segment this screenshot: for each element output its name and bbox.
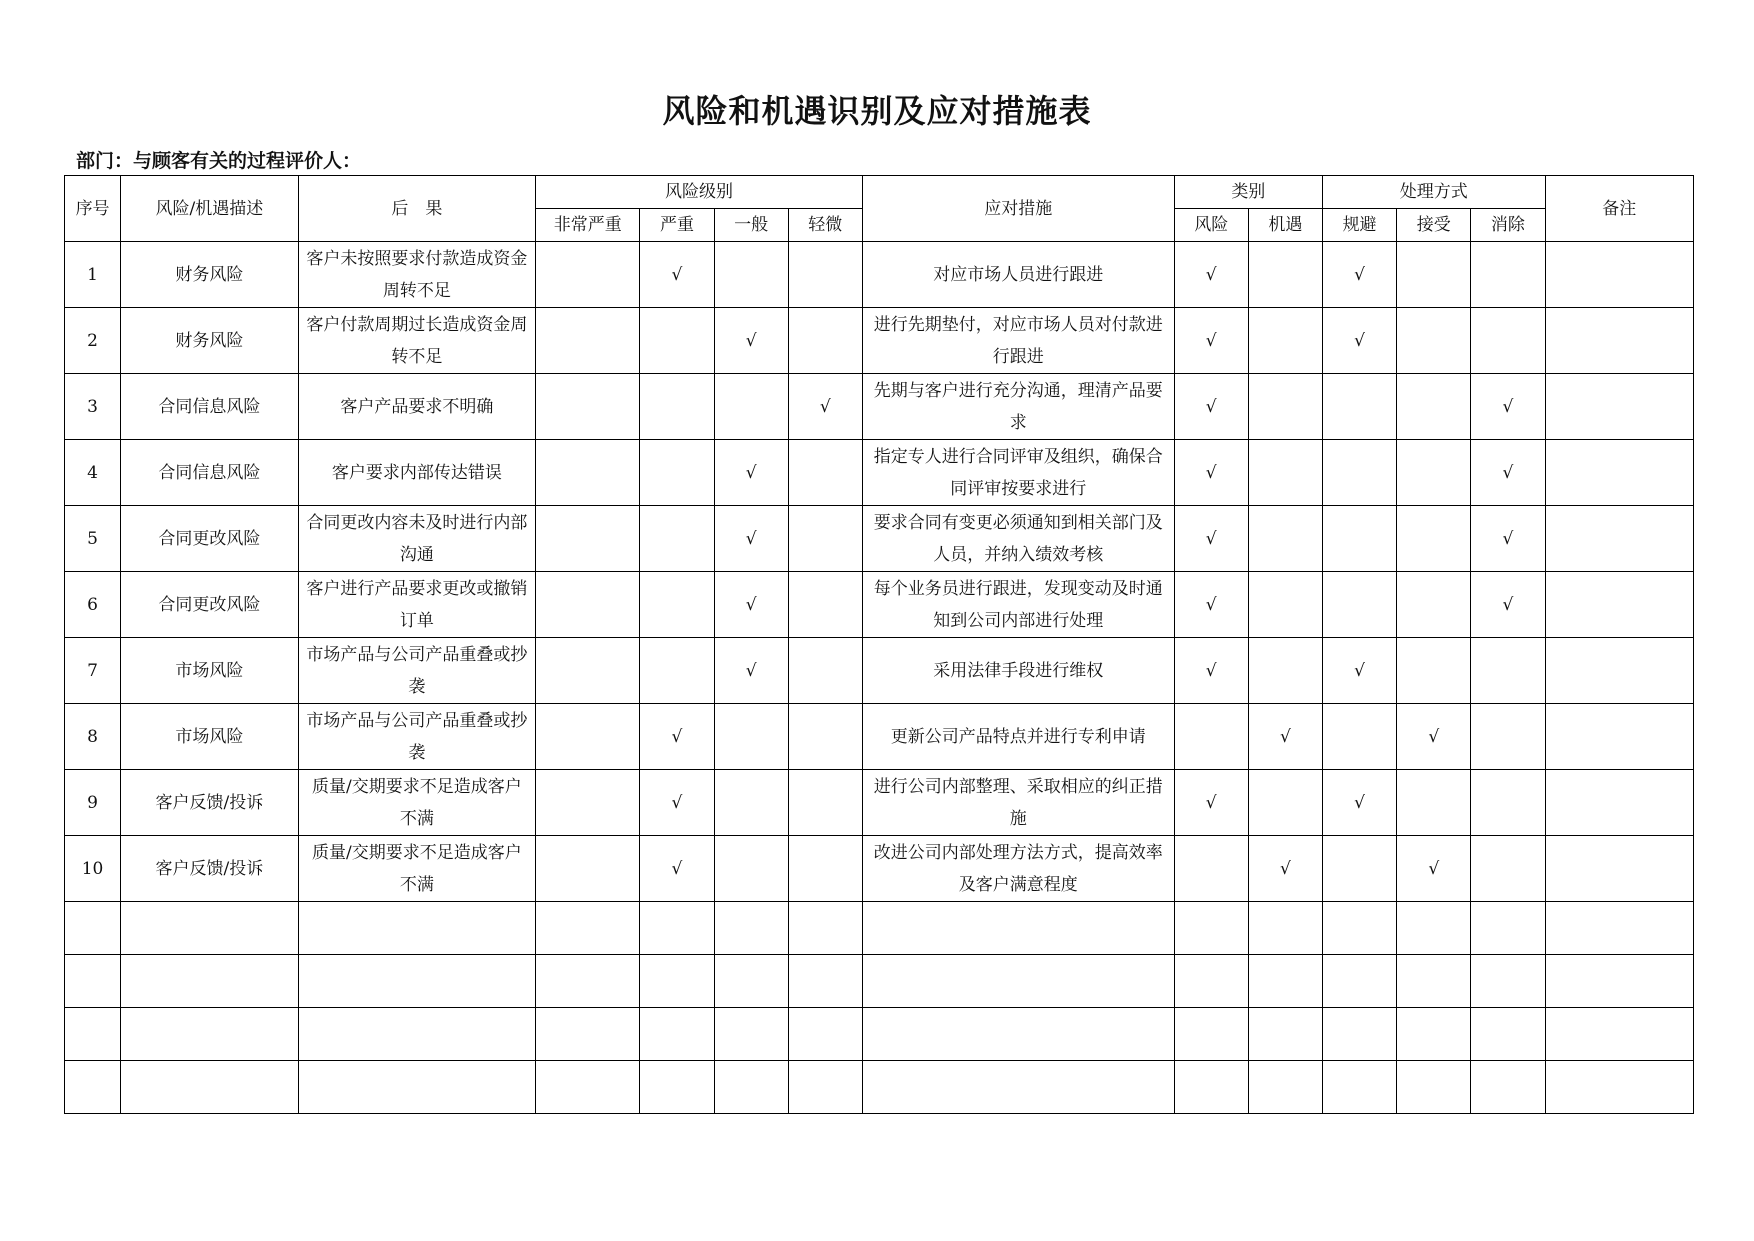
empty-cell	[788, 1061, 862, 1114]
row-measure: 更新公司产品特点并进行专利申请	[862, 704, 1174, 770]
empty-cell	[1471, 902, 1545, 955]
level-check-cell	[536, 242, 640, 308]
handling-check-cell	[1397, 572, 1471, 638]
header-handling-accept: 接受	[1397, 209, 1471, 242]
row-desc: 客户反馈/投诉	[121, 836, 298, 902]
level-check-cell	[640, 440, 714, 506]
level-check-cell	[536, 308, 640, 374]
level-check-cell: √	[640, 704, 714, 770]
handling-check-cell	[1397, 308, 1471, 374]
header-category-opportunity: 机遇	[1248, 209, 1322, 242]
level-check-cell: √	[714, 506, 788, 572]
header-category-risk: 风险	[1174, 209, 1248, 242]
category-check-cell	[1174, 836, 1248, 902]
category-check-cell	[1248, 374, 1322, 440]
empty-cell	[1545, 902, 1694, 955]
empty-cell	[1397, 955, 1471, 1008]
header-level-minor: 轻微	[788, 209, 862, 242]
handling-check-cell	[1471, 308, 1545, 374]
empty-cell	[1471, 1008, 1545, 1061]
category-check-cell: √	[1174, 506, 1248, 572]
row-remark	[1545, 374, 1694, 440]
empty-cell	[788, 902, 862, 955]
row-desc: 合同更改风险	[121, 506, 298, 572]
empty-cell	[714, 1008, 788, 1061]
level-check-cell	[788, 440, 862, 506]
empty-cell	[1545, 1008, 1694, 1061]
row-measure: 每个业务员进行跟进，发现变动及时通知到公司内部进行处理	[862, 572, 1174, 638]
empty-cell	[1471, 1061, 1545, 1114]
empty-cell	[65, 902, 121, 955]
row-seq: 7	[65, 638, 121, 704]
level-check-cell	[788, 638, 862, 704]
header-seq: 序号	[65, 176, 121, 242]
category-check-cell	[1248, 506, 1322, 572]
row-consequence: 客户未按照要求付款造成资金周转不足	[298, 242, 536, 308]
empty-cell	[298, 1061, 536, 1114]
empty-cell	[298, 1008, 536, 1061]
header-row-1	[65, 176, 1694, 209]
handling-check-cell	[1397, 506, 1471, 572]
empty-cell	[862, 1008, 1174, 1061]
row-remark	[1545, 242, 1694, 308]
empty-cell	[1397, 1061, 1471, 1114]
row-desc: 市场风险	[121, 704, 298, 770]
handling-check-cell	[1397, 770, 1471, 836]
category-check-cell: √	[1174, 308, 1248, 374]
handling-check-cell	[1471, 638, 1545, 704]
empty-cell	[862, 955, 1174, 1008]
level-check-cell	[788, 836, 862, 902]
handling-check-cell: √	[1471, 506, 1545, 572]
row-remark	[1545, 440, 1694, 506]
empty-cell	[121, 955, 298, 1008]
handling-check-cell	[1471, 770, 1545, 836]
handling-check-cell: √	[1471, 440, 1545, 506]
row-seq: 10	[65, 836, 121, 902]
empty-cell	[1545, 955, 1694, 1008]
empty-cell	[1545, 1061, 1694, 1114]
level-check-cell	[788, 572, 862, 638]
table-row	[65, 572, 1694, 638]
header-category-group: 类别	[1174, 176, 1322, 209]
level-check-cell	[714, 242, 788, 308]
level-check-cell: √	[788, 374, 862, 440]
empty-cell	[1248, 1008, 1322, 1061]
handling-check-cell	[1471, 704, 1545, 770]
row-remark	[1545, 638, 1694, 704]
handling-check-cell: √	[1471, 572, 1545, 638]
level-check-cell	[788, 770, 862, 836]
row-consequence: 质量/交期要求不足造成客户不满	[298, 836, 536, 902]
row-desc: 财务风险	[121, 308, 298, 374]
header-level-group: 风险级别	[536, 176, 863, 209]
handling-check-cell	[1322, 704, 1396, 770]
row-desc: 合同信息风险	[121, 374, 298, 440]
handling-check-cell	[1322, 836, 1396, 902]
level-check-cell: √	[714, 572, 788, 638]
header-level-very-severe: 非常严重	[536, 209, 640, 242]
header-consequence: 后 果	[298, 176, 536, 242]
empty-cell	[1322, 955, 1396, 1008]
empty-cell	[862, 1061, 1174, 1114]
row-seq: 2	[65, 308, 121, 374]
level-check-cell	[788, 704, 862, 770]
row-remark	[1545, 704, 1694, 770]
empty-table-row	[65, 955, 1694, 1008]
empty-cell	[536, 1008, 640, 1061]
level-check-cell	[640, 308, 714, 374]
category-check-cell: √	[1174, 374, 1248, 440]
category-check-cell: √	[1248, 836, 1322, 902]
level-check-cell: √	[714, 308, 788, 374]
row-measure: 对应市场人员进行跟进	[862, 242, 1174, 308]
row-remark	[1545, 836, 1694, 902]
category-check-cell: √	[1174, 770, 1248, 836]
level-check-cell: √	[714, 440, 788, 506]
table-row	[65, 374, 1694, 440]
empty-cell	[536, 1061, 640, 1114]
row-measure: 改进公司内部处理方法方式，提高效率及客户满意程度	[862, 836, 1174, 902]
row-remark	[1545, 506, 1694, 572]
row-seq: 5	[65, 506, 121, 572]
row-seq: 6	[65, 572, 121, 638]
category-check-cell	[1248, 572, 1322, 638]
row-consequence: 质量/交期要求不足造成客户不满	[298, 770, 536, 836]
header-desc: 风险/机遇描述	[121, 176, 298, 242]
row-consequence: 客户产品要求不明确	[298, 374, 536, 440]
handling-check-cell	[1397, 242, 1471, 308]
empty-cell	[1174, 1061, 1248, 1114]
level-check-cell	[536, 506, 640, 572]
header-handling-group: 处理方式	[1322, 176, 1545, 209]
empty-table-row	[65, 1008, 1694, 1061]
empty-cell	[1322, 1061, 1396, 1114]
handling-check-cell	[1322, 440, 1396, 506]
empty-cell	[298, 955, 536, 1008]
level-check-cell	[714, 374, 788, 440]
row-measure: 进行公司内部整理、采取相应的纠正措施	[862, 770, 1174, 836]
empty-cell	[1397, 1008, 1471, 1061]
empty-cell	[788, 1008, 862, 1061]
level-check-cell	[640, 374, 714, 440]
handling-check-cell: √	[1397, 704, 1471, 770]
level-check-cell	[640, 638, 714, 704]
row-consequence: 客户付款周期过长造成资金周转不足	[298, 308, 536, 374]
table-row	[65, 770, 1694, 836]
level-check-cell	[536, 836, 640, 902]
level-check-cell: √	[714, 638, 788, 704]
category-check-cell	[1248, 770, 1322, 836]
empty-cell	[640, 1008, 714, 1061]
empty-cell	[65, 955, 121, 1008]
header-level-general: 一般	[714, 209, 788, 242]
empty-cell	[121, 1061, 298, 1114]
page-title: 风险和机遇识别及应对措施表	[662, 92, 1092, 130]
level-check-cell	[640, 506, 714, 572]
level-check-cell: √	[640, 770, 714, 836]
header-level-severe: 严重	[640, 209, 714, 242]
empty-cell	[788, 955, 862, 1008]
empty-cell	[1174, 1008, 1248, 1061]
empty-cell	[65, 1008, 121, 1061]
table-row	[65, 242, 1694, 308]
handling-check-cell: √	[1397, 836, 1471, 902]
empty-table-row	[65, 1061, 1694, 1114]
handling-check-cell	[1471, 242, 1545, 308]
category-check-cell	[1248, 440, 1322, 506]
category-check-cell: √	[1174, 638, 1248, 704]
empty-cell	[121, 1008, 298, 1061]
table-row	[65, 836, 1694, 902]
empty-cell	[1397, 902, 1471, 955]
row-consequence: 合同更改内容未及时进行内部沟通	[298, 506, 536, 572]
table-row	[65, 506, 1694, 572]
category-check-cell	[1248, 308, 1322, 374]
table-row	[65, 308, 1694, 374]
handling-check-cell	[1322, 572, 1396, 638]
handling-check-cell: √	[1322, 308, 1396, 374]
empty-cell	[298, 902, 536, 955]
empty-cell	[1174, 902, 1248, 955]
row-desc: 合同信息风险	[121, 440, 298, 506]
row-desc: 合同更改风险	[121, 572, 298, 638]
row-seq: 1	[65, 242, 121, 308]
row-consequence: 客户进行产品要求更改或撤销订单	[298, 572, 536, 638]
level-check-cell	[536, 770, 640, 836]
category-check-cell	[1174, 704, 1248, 770]
level-check-cell	[714, 770, 788, 836]
empty-cell	[640, 955, 714, 1008]
row-measure: 要求合同有变更必须通知到相关部门及人员，并纳入绩效考核	[862, 506, 1174, 572]
header-remarks: 备注	[1545, 176, 1694, 242]
level-check-cell	[536, 704, 640, 770]
table-row	[65, 440, 1694, 506]
empty-cell	[714, 902, 788, 955]
empty-cell	[640, 902, 714, 955]
level-check-cell	[788, 506, 862, 572]
row-consequence: 市场产品与公司产品重叠或抄袭	[298, 638, 536, 704]
row-remark	[1545, 770, 1694, 836]
level-check-cell	[714, 704, 788, 770]
row-measure: 先期与客户进行充分沟通，理清产品要求	[862, 374, 1174, 440]
row-seq: 9	[65, 770, 121, 836]
row-desc: 客户反馈/投诉	[121, 770, 298, 836]
level-check-cell	[788, 242, 862, 308]
empty-cell	[121, 902, 298, 955]
table-row	[65, 704, 1694, 770]
row-seq: 3	[65, 374, 121, 440]
handling-check-cell	[1397, 374, 1471, 440]
header-handling-eliminate: 消除	[1471, 209, 1545, 242]
empty-cell	[65, 1061, 121, 1114]
level-check-cell: √	[640, 836, 714, 902]
level-check-cell	[788, 308, 862, 374]
table-row	[65, 638, 1694, 704]
empty-cell	[1471, 955, 1545, 1008]
row-desc: 市场风险	[121, 638, 298, 704]
empty-cell	[536, 902, 640, 955]
category-check-cell	[1248, 242, 1322, 308]
department-line: 部门：与顾客有关的过程评价人：	[76, 150, 362, 172]
handling-check-cell: √	[1322, 770, 1396, 836]
empty-cell	[640, 1061, 714, 1114]
category-check-cell	[1248, 638, 1322, 704]
empty-cell	[1248, 902, 1322, 955]
row-consequence: 客户要求内部传达错误	[298, 440, 536, 506]
row-consequence: 市场产品与公司产品重叠或抄袭	[298, 704, 536, 770]
level-check-cell	[536, 440, 640, 506]
handling-check-cell: √	[1471, 374, 1545, 440]
level-check-cell: √	[640, 242, 714, 308]
category-check-cell: √	[1174, 572, 1248, 638]
row-remark	[1545, 308, 1694, 374]
empty-cell	[1248, 1061, 1322, 1114]
level-check-cell	[536, 572, 640, 638]
category-check-cell: √	[1248, 704, 1322, 770]
handling-check-cell: √	[1322, 242, 1396, 308]
level-check-cell	[640, 572, 714, 638]
empty-cell	[862, 902, 1174, 955]
row-seq: 8	[65, 704, 121, 770]
handling-check-cell: √	[1322, 638, 1396, 704]
row-measure: 进行先期垫付，对应市场人员对付款进行跟进	[862, 308, 1174, 374]
row-seq: 4	[65, 440, 121, 506]
handling-check-cell	[1322, 506, 1396, 572]
empty-cell	[1248, 955, 1322, 1008]
row-measure: 指定专人进行合同评审及组织，确保合同评审按要求进行	[862, 440, 1174, 506]
header-measures: 应对措施	[862, 176, 1174, 242]
empty-table-row	[65, 902, 1694, 955]
handling-check-cell	[1471, 836, 1545, 902]
handling-check-cell	[1397, 638, 1471, 704]
empty-cell	[1174, 955, 1248, 1008]
row-desc: 财务风险	[121, 242, 298, 308]
level-check-cell	[536, 374, 640, 440]
row-measure: 采用法律手段进行维权	[862, 638, 1174, 704]
handling-check-cell	[1397, 440, 1471, 506]
category-check-cell: √	[1174, 242, 1248, 308]
header-handling-avoid: 规避	[1322, 209, 1396, 242]
category-check-cell: √	[1174, 440, 1248, 506]
empty-cell	[1322, 1008, 1396, 1061]
empty-cell	[714, 1061, 788, 1114]
handling-check-cell	[1322, 374, 1396, 440]
empty-cell	[714, 955, 788, 1008]
empty-cell	[536, 955, 640, 1008]
row-remark	[1545, 572, 1694, 638]
risk-table	[64, 175, 1694, 1114]
level-check-cell	[714, 836, 788, 902]
level-check-cell	[536, 638, 640, 704]
empty-cell	[1322, 902, 1396, 955]
